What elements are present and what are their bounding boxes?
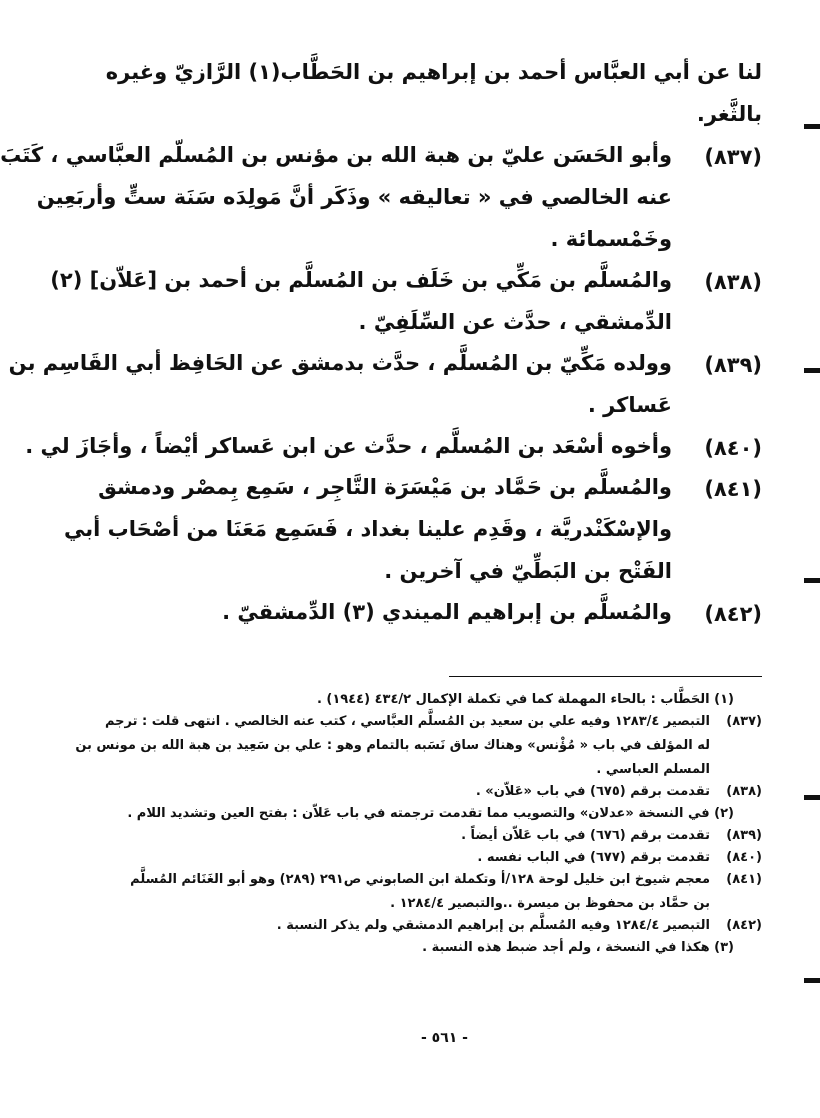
footnote-2 bbox=[127, 807, 762, 820]
footnote-number: (٨٣٧) bbox=[726, 714, 762, 729]
footnote-line: بن حمَّاد بن محفوظ بن ميسرة ..والتبصير ١٢٨٤/٤ . bbox=[390, 896, 710, 911]
text-line: بالثَّغر. bbox=[696, 102, 762, 126]
footnote-1 bbox=[127, 693, 762, 706]
entry-840 bbox=[25, 434, 762, 460]
footnote-837 bbox=[75, 714, 762, 777]
text-line: الدِّمشقي ، حدَّث عن السِّلَفِيّ . bbox=[358, 310, 672, 334]
entry-number: (٨٣٧) bbox=[704, 145, 762, 169]
intro-paragraph bbox=[105, 60, 762, 126]
text-line: عَساكر . bbox=[587, 393, 672, 417]
text-line: وأبو الحَسَن عليّ بن هبة الله بن مؤنس بن المُسلّم العبَّاسي ، كَتَبَ bbox=[0, 143, 672, 167]
footnote-number: (٨٣٨) bbox=[726, 784, 762, 799]
footnote-838 bbox=[127, 785, 762, 798]
text-line: وولده مَكِّيّ بن المُسلَّم ، حدَّث بدمشق عن الحَافِظ أبي القَاسِم بن bbox=[8, 351, 672, 375]
footnote-line: التبصير ١٢٨٣/٤ وفيه علي بن سعيد بن المُسلَّم العبَّاسي ، كتب عنه الخالصي . انتهى قلت : ترجم bbox=[104, 714, 710, 729]
text-line: والمُسلَّم بن مَكِّي بن خَلَف بن المُسلَّم بن أحمد بن [عَلاّن] (٢) bbox=[50, 268, 672, 292]
footnote-separator bbox=[449, 676, 762, 677]
text-line: والإسْكَنْدريَّة ، وقَدِم علينا بغداد ، فَسَمِع مَعَنَا من أصْحَاب أبي bbox=[63, 517, 672, 541]
footnotes bbox=[75, 684, 762, 955]
footnote-number: (٨٤١) bbox=[726, 872, 762, 887]
footnote-841 bbox=[127, 873, 762, 910]
footnote-line: تقدمت برقم (٦٧٦) في باب عَلاّن أيضاً . bbox=[461, 828, 710, 843]
footnote-839 bbox=[127, 829, 762, 842]
text-line: والمُسلَّم بن إبراهيم الميندي (٣) الدِّمشقيّ . bbox=[222, 600, 672, 624]
text-line: عنه الخالصي في « تعاليقه » وذَكَر أنَّ مَولِدَه سَنَة ستٍّ وأربَعِين bbox=[36, 185, 672, 209]
text-line: وأخوه أسْعَد بن المُسلَّم ، حدَّث عن ابن عَساكر أيْضاً ، وأجَازَ لي . bbox=[25, 434, 672, 458]
footnote-line: المسلم العباسي . bbox=[596, 762, 710, 777]
entry-number: (٨٣٨) bbox=[704, 270, 762, 294]
entry-number: (٨٤٢) bbox=[704, 602, 762, 626]
entry-839 bbox=[8, 351, 762, 417]
main-text bbox=[0, 60, 762, 626]
footnote-number: (٨٤٠) bbox=[726, 850, 762, 865]
entry-837 bbox=[0, 143, 762, 251]
footnote-line: (٢) في النسخة «عدلان» والتصويب مما تقدمت ترجمته في باب عَلاّن : بفتح العين وتشديد اللام . bbox=[127, 806, 734, 821]
entry-number: (٨٣٩) bbox=[704, 353, 762, 377]
footnote-line: تقدمت برقم (٦٧٧) في الباب نفسه . bbox=[477, 850, 710, 865]
text-line: لنا عن أبي العبَّاس أحمد بن إبراهيم بن الحَطَّاب(١) الرَّازيّ وغيره bbox=[105, 60, 762, 84]
footnote-number: (٨٣٩) bbox=[726, 828, 762, 843]
entry-842 bbox=[127, 600, 762, 626]
entry-838 bbox=[50, 268, 762, 334]
footnote-3 bbox=[127, 941, 762, 954]
scan-edge-mark bbox=[804, 368, 820, 373]
footnote-840 bbox=[127, 851, 762, 864]
footnote-line: (١) الحَطَّاب : بالحاء المهملة كما في تكملة الإكمال ٤٣٤/٢ (١٩٤٤) . bbox=[316, 692, 734, 707]
footnote-line: تقدمت برقم (٦٧٥) في باب «عَلاّن» . bbox=[475, 784, 710, 799]
scan-edge-mark bbox=[804, 578, 820, 583]
footnote-line: له المؤلف في باب « مُؤْنس» وهناك ساق نَسَبه بالتمام وهو : علي بن سَعِيد بن هبة الله بن مونس بن bbox=[75, 738, 710, 753]
scan-edge-mark bbox=[804, 124, 820, 129]
footnote-line: (٣) هكذا في النسخة ، ولم أجد ضبط هذه النسبة . bbox=[422, 940, 734, 955]
scan-edge-mark bbox=[804, 978, 820, 983]
text-line: وخَمْسمائة . bbox=[550, 227, 672, 251]
footnote-number: (٨٤٢) bbox=[726, 918, 762, 933]
text-line: والمُسلَّم بن حَمَّاد بن مَيْسَرَة التَّاجِر ، سَمِع بِمصْر ودمشق bbox=[98, 475, 672, 499]
text-line: الفَتْح بن البَطِّيّ في آخرين . bbox=[384, 559, 672, 583]
entry-841 bbox=[63, 475, 762, 583]
entry-number: (٨٤٠) bbox=[704, 436, 762, 460]
entry-number: (٨٤١) bbox=[704, 477, 762, 501]
footnote-842 bbox=[127, 919, 762, 932]
footnote-line: التبصير ١٢٨٤/٤ وفيه المُسلَّم بن إبراهيم الدمشقي ولم يذكر النسبة . bbox=[276, 918, 710, 933]
scan-edge-mark bbox=[804, 795, 820, 800]
page-number: - ٥٦١ - bbox=[420, 1030, 468, 1046]
footnote-line: معجم شيوخ ابن خليل لوحة ١٢٨/أ وتكملة ابن الصابوني ص٢٩١ (٢٨٩) وهو أبو الغَنَائم المُسلَّم bbox=[130, 872, 710, 887]
